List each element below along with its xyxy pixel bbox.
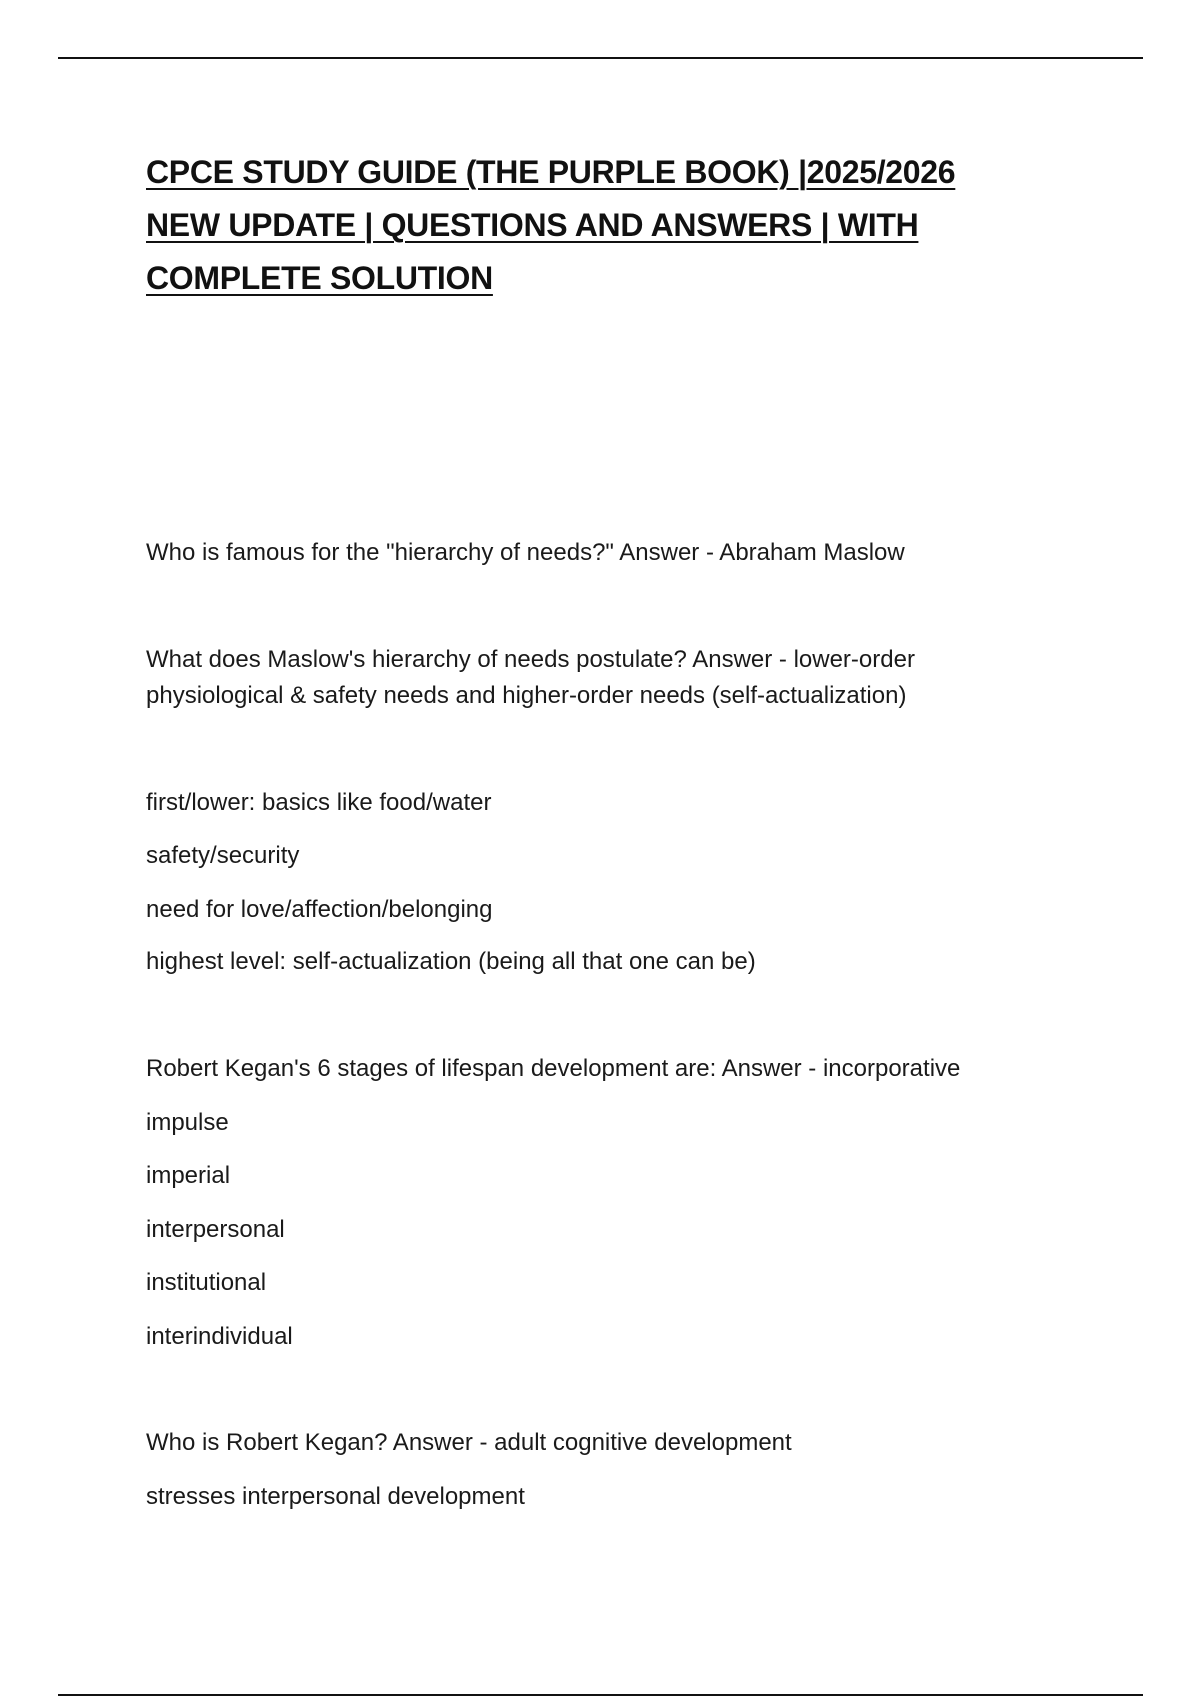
question-answer-line: Who is famous for the "hierarchy of needs?" Answer - Abraham Maslow: [146, 539, 905, 566]
title-line: NEW UPDATE | QUESTIONS AND ANSWERS | WITH: [146, 207, 919, 243]
answer-line: stresses interpersonal development: [146, 1483, 525, 1510]
question-answer-line: Robert Kegan's 6 stages of lifespan development are: Answer - incorporative: [146, 1055, 961, 1082]
answer-line: interpersonal: [146, 1216, 285, 1243]
question-answer-line: What does Maslow's hierarchy of needs postulate? Answer - lower-order: [146, 646, 915, 673]
answer-line: need for love/affection/belonging: [146, 896, 493, 923]
answer-line: impulse: [146, 1109, 229, 1136]
title-line: CPCE STUDY GUIDE (THE PURPLE BOOK) |2025/2026: [146, 154, 956, 190]
footer-rule: [58, 1694, 1143, 1696]
answer-line: imperial: [146, 1162, 231, 1189]
answer-line: physiological & safety needs and higher-order needs (self-actualization): [146, 682, 907, 709]
header-rule: [58, 57, 1143, 59]
title-line: COMPLETE SOLUTION: [146, 260, 493, 296]
question-answer-line: Who is Robert Kegan? Answer - adult cognitive development: [146, 1429, 792, 1456]
answer-line: first/lower: basics like food/water: [146, 789, 492, 816]
document-title: [146, 146, 1046, 305]
answer-line: institutional: [146, 1269, 267, 1296]
answer-line: safety/security: [146, 842, 300, 869]
answer-line: interindividual: [146, 1323, 293, 1350]
answer-line: highest level: self-actualization (being all that one can be): [146, 948, 756, 975]
